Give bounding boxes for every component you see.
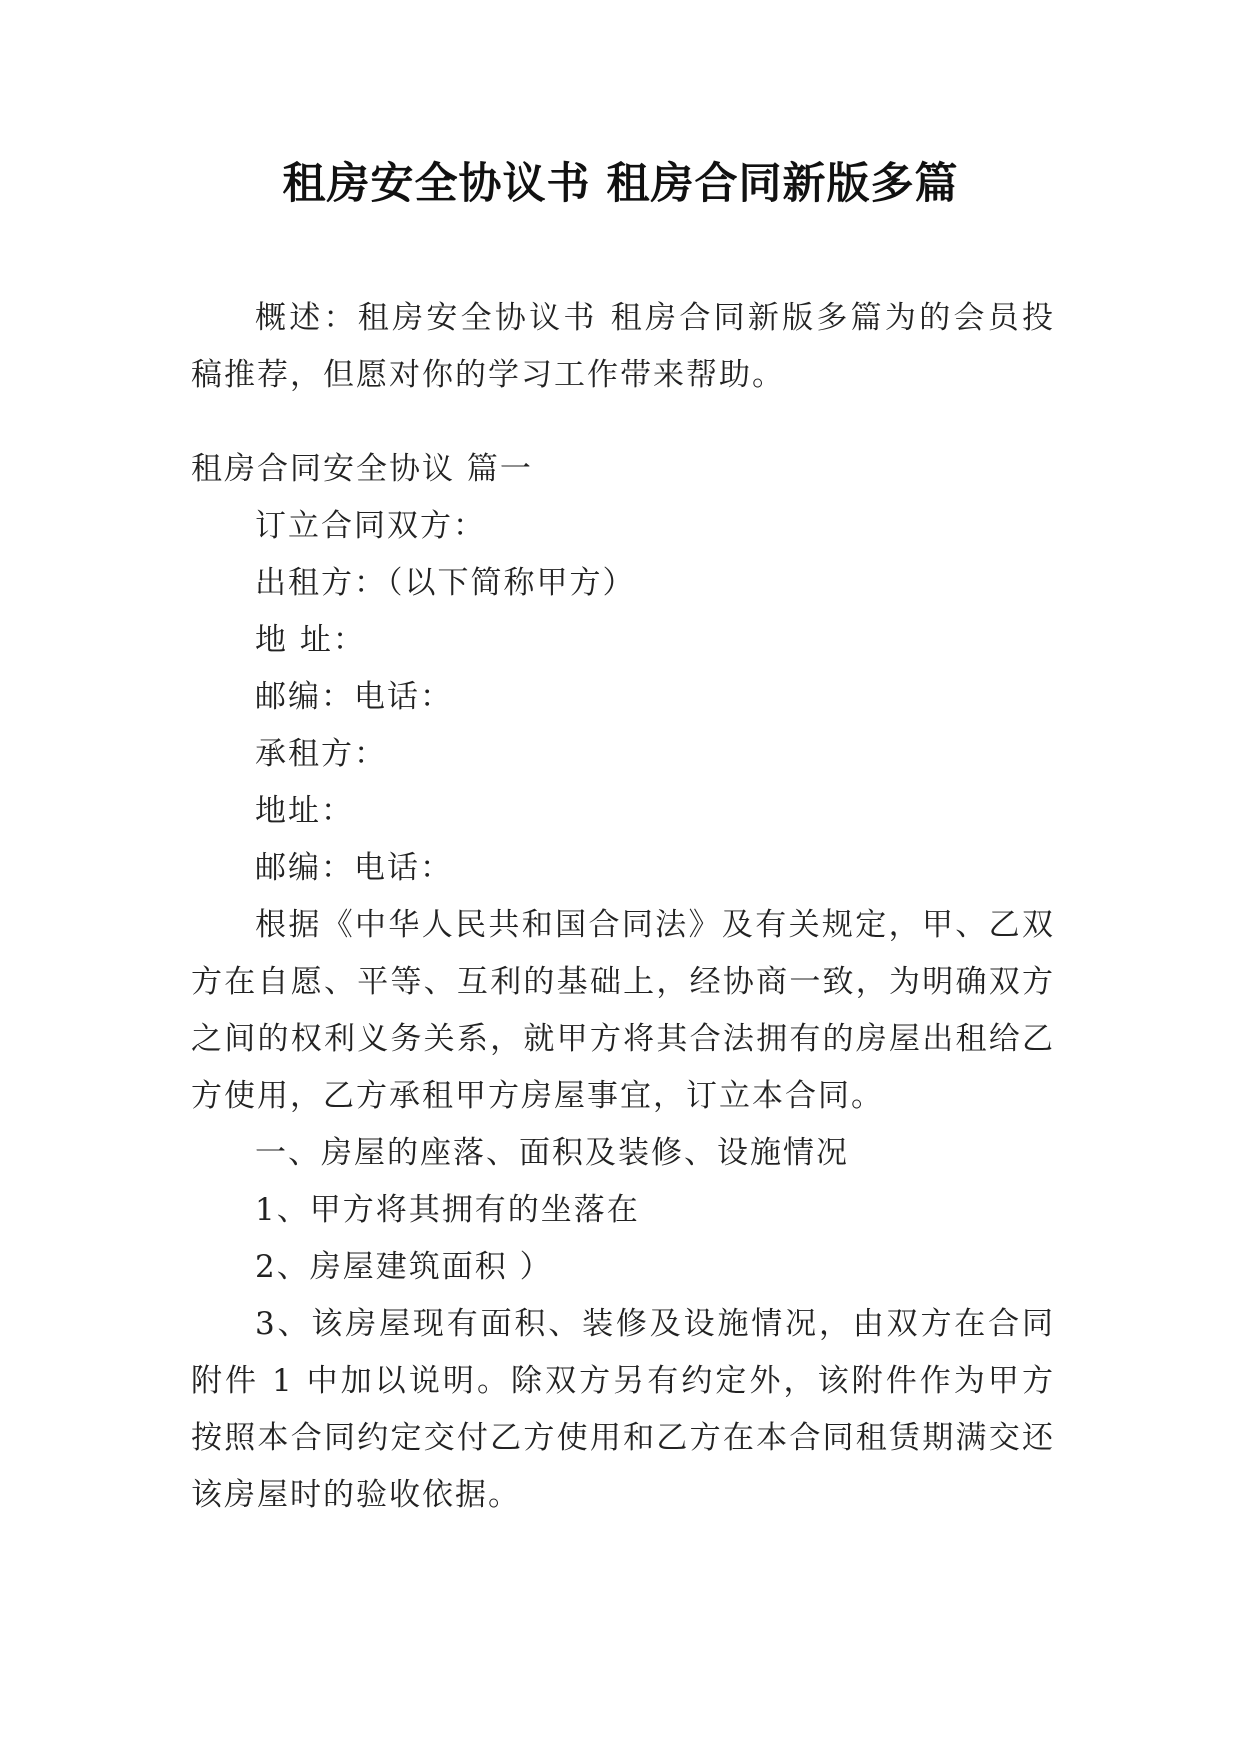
- paragraph-lessee: 承租方：: [255, 736, 387, 772]
- section-heading: 租房合同安全协议 篇一: [191, 451, 533, 487]
- clause-1-1: 1、甲方将其拥有的坐落在: [255, 1192, 640, 1228]
- paragraph-lessor-address: 地 址：: [255, 622, 366, 658]
- paragraph-parties: 订立合同双方：: [255, 508, 486, 544]
- document-title: 租房安全协议书 租房合同新版多篇: [282, 159, 959, 209]
- paragraph-lessor: 出租方：（以下简称甲方）: [255, 565, 636, 601]
- summary-paragraph: 概述：租房安全协议书 租房合同新版多篇为的会员投稿推荐，但愿对你的学习工作带来帮助。: [191, 300, 1055, 393]
- paragraph-lessee-address: 地址：: [255, 793, 354, 829]
- clause-heading-1: 一、房屋的座落、面积及装修、设施情况: [255, 1135, 849, 1171]
- document-body: [191, 290, 1055, 1524]
- paragraph-lessee-contact: 邮编：电话：: [255, 850, 453, 886]
- clause-1-3: 3、该房屋现有面积、装修及设施情况，由双方在合同附件 1 中加以说明。除双方另有约定外，该附件作为甲方按照本合同约定交付乙方使用和乙方在本合同租赁期满交还该房屋时的验收依据。: [191, 1306, 1055, 1513]
- clause-1-2: 2、房屋建筑面积 ）: [255, 1249, 553, 1285]
- paragraph-basis: 根据《中华人民共和国合同法》及有关规定，甲、乙双方在自愿、平等、互利的基础上，经协商一致，为明确双方之间的权利义务关系，就甲方将其合法拥有的房屋出租给乙方使用，乙方承租甲方房屋事宜，订立本合同。: [191, 907, 1055, 1114]
- paragraph-lessor-contact: 邮编：电话：: [255, 679, 453, 715]
